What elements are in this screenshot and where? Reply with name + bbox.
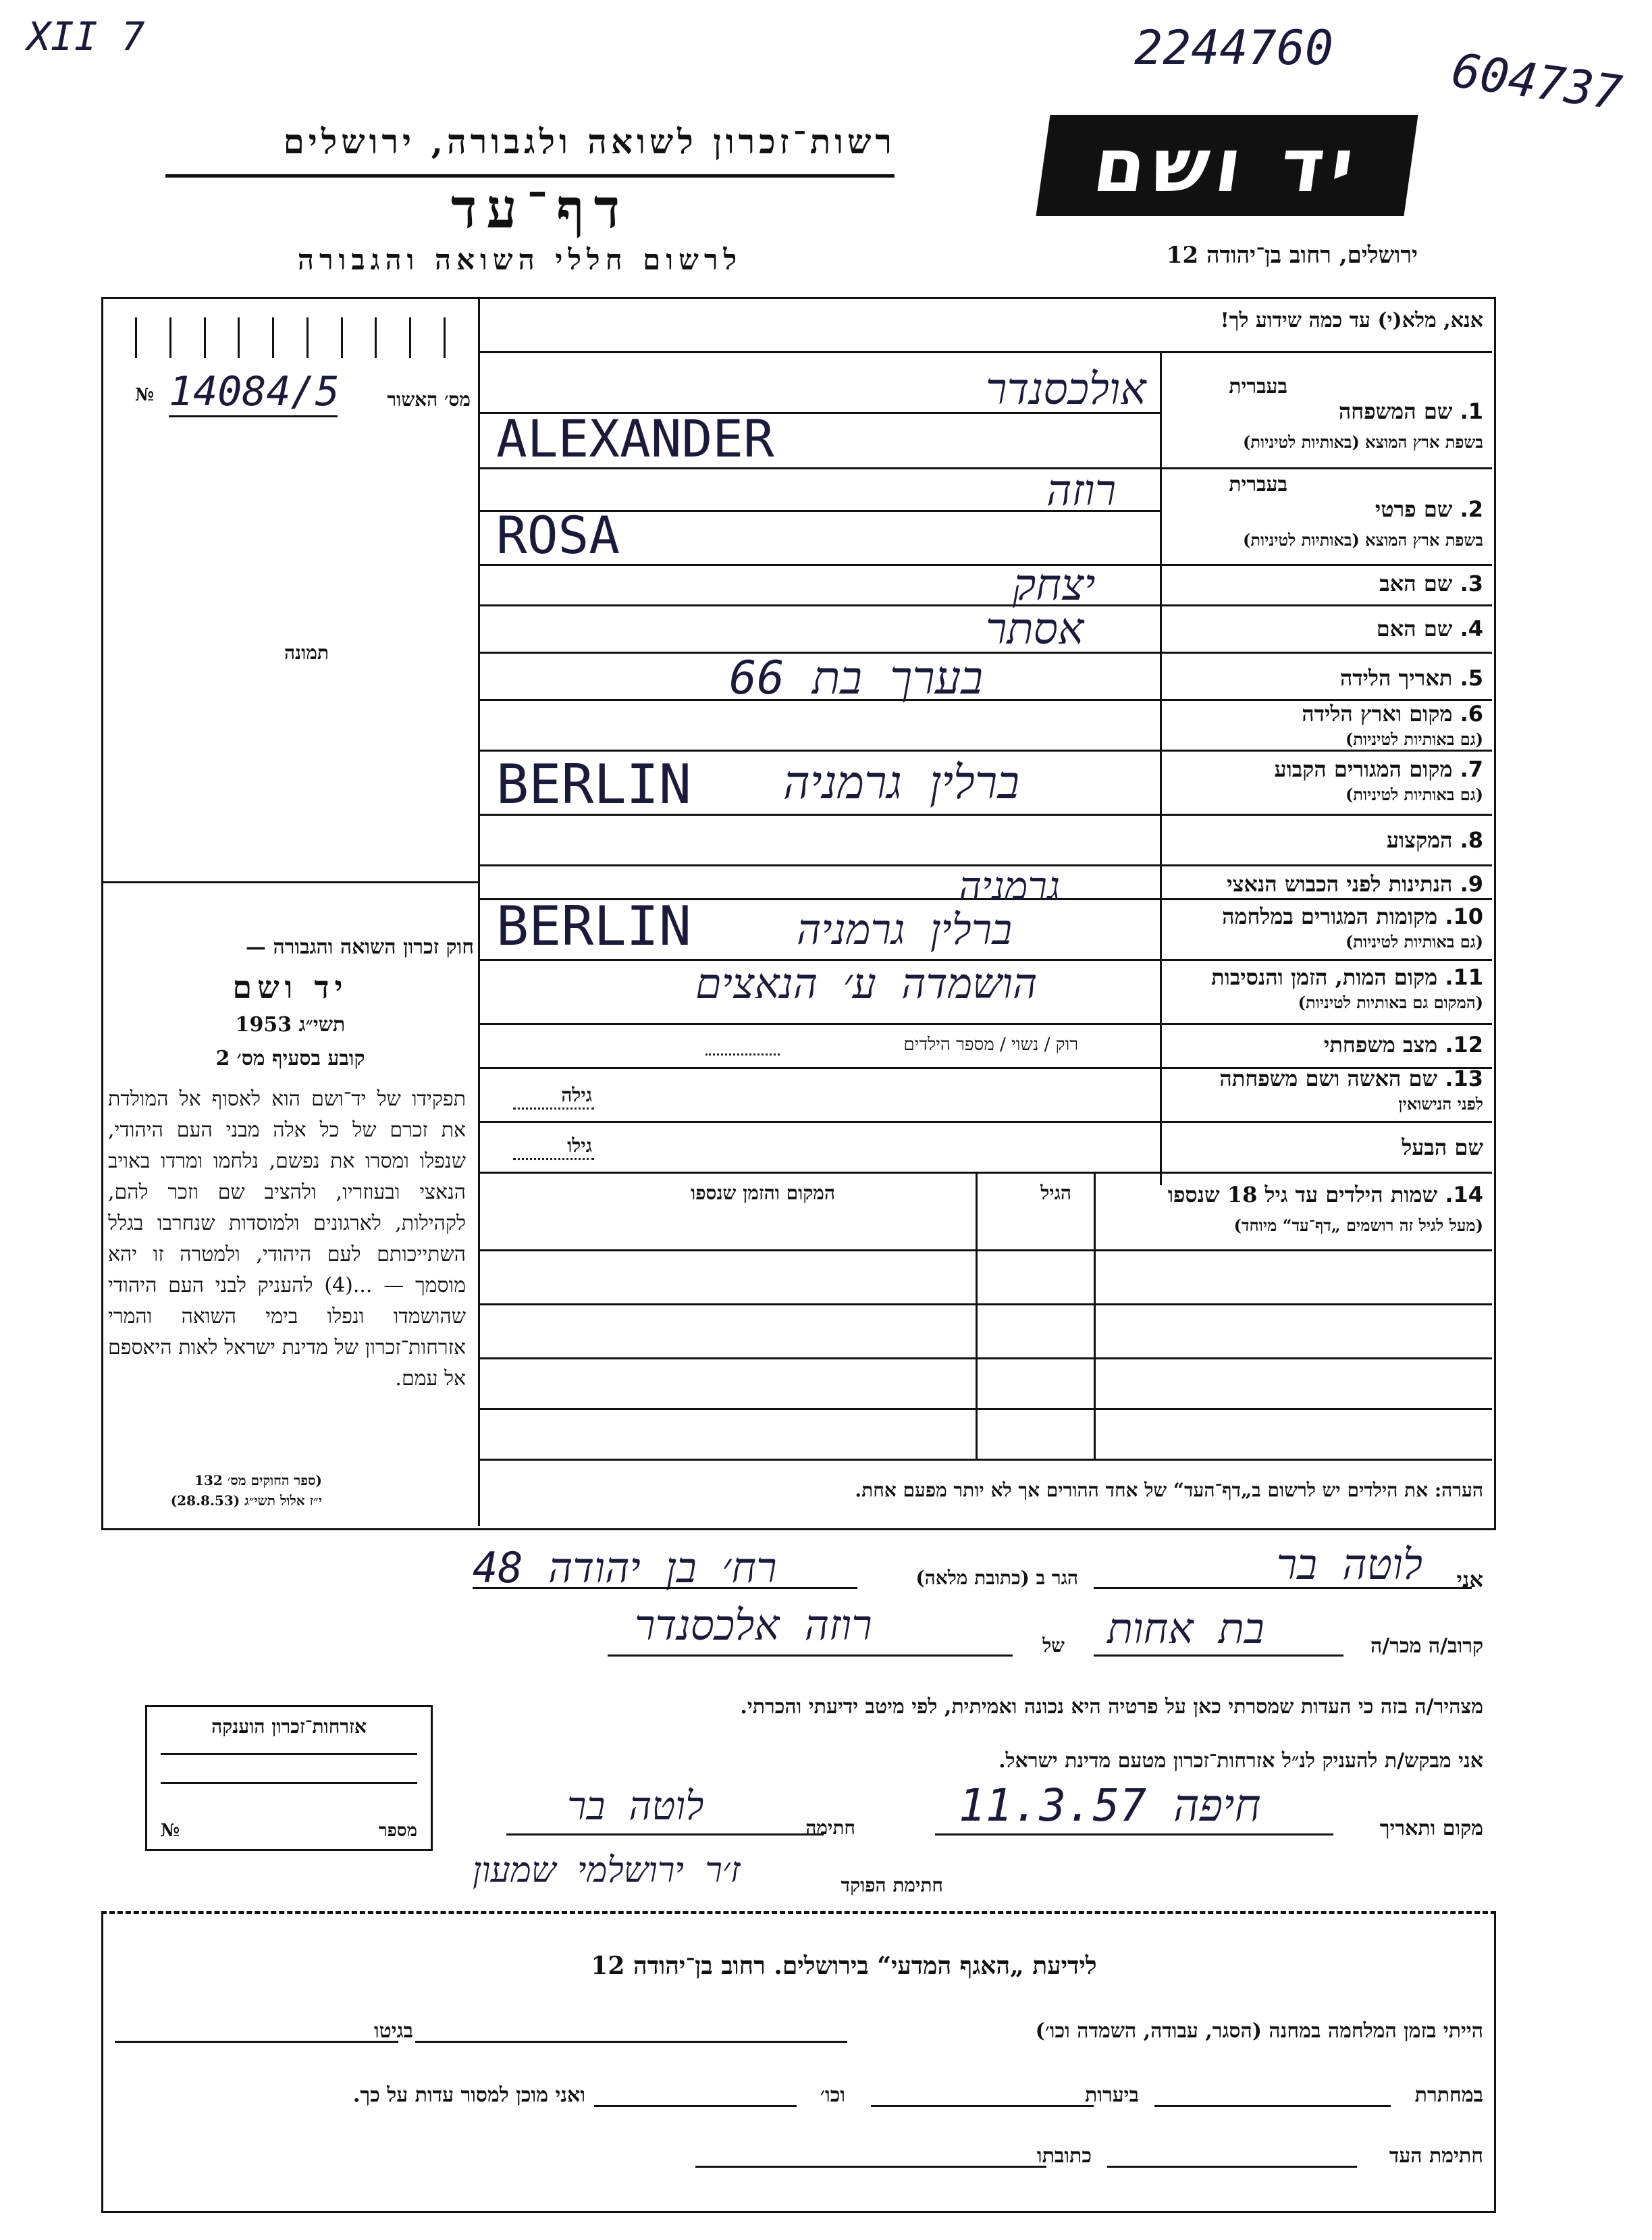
field-4-label-text: שם האם [1376, 616, 1453, 642]
law-clause: קובע בסעיף מס׳ 2 [215, 1047, 365, 1070]
instruction-divider [478, 351, 1492, 353]
children-title-text: שמות הילדים עד גיל 18 שנספו [1167, 1182, 1438, 1207]
field-11-label [1211, 964, 1483, 990]
field-12-label [1324, 1032, 1483, 1058]
header-address: ירושלים, רחוב בן־יהודה 12 [1166, 242, 1418, 269]
field-2-hebrew-value: רוזה [1046, 466, 1117, 516]
relation-label: קרוב/ה מכר/ה [1370, 1634, 1483, 1658]
record-number: 604737 [1448, 42, 1626, 122]
field-1-latin-value: ALEXANDER [496, 409, 774, 469]
approval-prefix: № [135, 385, 155, 405]
field-13-sub: לפני הנישואין [1398, 1094, 1483, 1114]
field-5-value: בערך בת 66 [729, 652, 984, 705]
field-1-number: 1. [1460, 398, 1483, 424]
field-2-label [1375, 496, 1483, 522]
bottom-line1-a: הייתי בזמן המלחמה במחנה (הסגר, עבודה, השמדה וכו׳) [1035, 2019, 1483, 2043]
field-7-latin-value: BERLIN [496, 753, 691, 816]
form-subtitle: לרשום חללי השואה והגבורה [297, 243, 743, 276]
place-date-value: חיפה 11.3.57 [959, 1779, 1261, 1831]
field-2-number: 2. [1460, 496, 1483, 522]
field-1-label-text: שם המשפחה [1338, 398, 1453, 424]
children-remark: הערה: את הילדים יש לרשום ב„דף־העד“ של אחד ההורים אך לא יותר מפעם אחת. [855, 1479, 1483, 1501]
archive-number: 2244760 [1134, 20, 1334, 76]
photo-area-divider [101, 881, 478, 883]
field-11-value: הושמדה ע׳ הנאצים [695, 959, 1038, 1008]
field-2-label-text: שם פרטי [1375, 496, 1453, 522]
logo-text: יד ושם [1088, 122, 1366, 209]
field-2-hebrew-tag: בעברית [1229, 473, 1287, 496]
declaration-text: מצהיר/ה בזה כי העדות שמסרתי כאן על פרטיה היא נכונה ואמיתית, לפי מיטב ידיעתי והכרתי. [740, 1695, 1483, 1719]
photo-slot-ticks [135, 317, 446, 358]
field-8-number: 8. [1460, 827, 1483, 853]
field-10-hebrew-value: ברלין גרמניה [797, 905, 1013, 954]
field-7-label [1274, 756, 1483, 782]
left-column-border [478, 297, 480, 1526]
declarant-address: רח׳ בן יהודה 48 [473, 1543, 777, 1592]
field-2-sub: בשפת ארץ המוצא (באותיות לטיניות) [1243, 530, 1483, 550]
field-7-label-text: מקום המגורים הקבוע [1274, 756, 1453, 782]
field-11-sub: (המקום גם באותיות לטיניות) [1298, 993, 1483, 1012]
bottom-title: לידיעת „האגף המדעי“ בירושלים. רחוב בן־יהודה 12 [591, 1952, 1097, 1980]
relation-of-label: של [1042, 1634, 1065, 1657]
field-4-label [1377, 616, 1483, 642]
law-year: תשי״ג 1953 [235, 1013, 346, 1037]
law-name: יד ושם [232, 969, 348, 1006]
declarant-name: לוטה בר [1276, 1540, 1422, 1589]
field-6-number: 6. [1460, 701, 1483, 727]
children-number: 14. [1445, 1182, 1483, 1207]
citizenship-box-title: אזרחות־זכרון הוענקה [211, 1715, 367, 1738]
field-5-number: 5. [1460, 665, 1483, 691]
field-2-latin-value: ROSA [496, 505, 620, 565]
corner-note: XII 7 [27, 14, 145, 59]
children-age-header: הגיל [1040, 1182, 1071, 1204]
field-9-label-text: הנתינות לפני הכבוש הנאצי [1227, 871, 1453, 897]
field-12-options: רוק / נשוי / מספר הילדים [903, 1035, 1078, 1055]
signature-value: לוטה בר [567, 1783, 704, 1829]
relative-name: רוזה אלכסנדר [635, 1600, 872, 1650]
declarant-i-label: אני [1456, 1567, 1483, 1592]
clerk-signature-value: ז׳ר ירושלמי שמעון [473, 1850, 741, 1891]
field-9-number: 9. [1460, 871, 1483, 897]
field-10-number: 10. [1445, 904, 1483, 929]
field-1-label [1339, 398, 1483, 424]
field-6-sub: (גם באותיות לטיניות) [1345, 729, 1483, 749]
field-11-label-text: מקום המות, הזמן והנסיבות [1211, 964, 1438, 990]
field-10-label-text: מקומות המגורים במלחמה [1222, 904, 1438, 929]
field-3-label [1379, 571, 1483, 596]
org-name: רשות־זכרון לשואה ולגבורה, ירושלים [283, 122, 896, 161]
field-3-value: יצחק [1013, 561, 1096, 610]
signature-label: חתימה [805, 1817, 855, 1839]
bottom-line2-b: ביערות [1084, 2083, 1139, 2107]
field-13-label [1219, 1066, 1483, 1091]
form-title: דף־עד [450, 177, 630, 240]
bottom-line2-d: ואני מוכן למסור עדות על כך. [352, 2083, 585, 2107]
field-8-label-text: המקצוע [1386, 827, 1453, 853]
citizenship-number-prefix: № [161, 1821, 180, 1841]
yad-vashem-logo [1036, 115, 1418, 216]
instruction: אנא, מלא(י) עד כמה שידוע לך! [1220, 309, 1483, 332]
place-date-label: מקום ותאריך [1379, 1817, 1483, 1840]
field-6-label [1302, 701, 1483, 727]
photo-label: תמונה [284, 642, 329, 664]
field-7-sub: (גם באותיות לטיניות) [1345, 785, 1483, 804]
field-12-number: 12. [1445, 1032, 1483, 1058]
citizenship-number-label: מספר [378, 1821, 417, 1841]
bottom-line2-a: במחתרת [1414, 2083, 1483, 2107]
law-reference-2: י״ז אלול תשי״ג (28.8.53) [170, 1492, 322, 1509]
law-text: תפקידו של יד־ושם הוא לאסוף אל המולדת את זכרם של כל אלה מבני העם היהודי, שנפלו ומסרו את נפשם, נלחמו ומרדו באויב הנאצי ובעוזריו, ולהציב שם וזכר להם, לקהילות, לארגונים ולמוסדות שנחרבו בגלל השתייכותם לעם היהודי, ולמטרה זו יהא מוסמך — ...(4) להעניק לבני העם היהודי שהושמדו ונפלו בימי השואה והמרי אזרחות־זכרון של מדינת ישראל לאות היאספם אל עמם. [108, 1087, 466, 1390]
field-1-hebrew-tag: בעברית [1229, 375, 1287, 398]
bottom-line1-b: בגיטו [373, 2019, 413, 2043]
field-10-label [1222, 904, 1483, 929]
bottom-line2-c: וכו׳ [820, 2083, 845, 2107]
law-reference-1: (ספר החוקים מס׳ 132 [194, 1472, 322, 1488]
field-4-value: אסתר [986, 604, 1084, 654]
field-5-label-text: תאריך הלידה [1339, 665, 1453, 691]
bottom-line3-b: כתובתו [1036, 2144, 1092, 2168]
approval-number: 14084/5 [169, 368, 338, 417]
field-11-number: 11. [1445, 964, 1483, 990]
husband-age-label: גילו [567, 1135, 592, 1157]
field-1-sub: בשפת ארץ המוצא (באותיות לטיניות) [1243, 432, 1483, 452]
field-7-number: 7. [1460, 756, 1483, 782]
field-13-label-text: שם האשה ושם משפחתה [1219, 1066, 1438, 1091]
children-title [1168, 1182, 1483, 1207]
field-1-hebrew-value: אולכסנדר [986, 365, 1146, 415]
children-place-header: המקום והזמן שנספו [691, 1182, 835, 1204]
citizenship-box [145, 1705, 433, 1851]
law-title: חוק זכרון השואה והגבורה — [246, 935, 474, 959]
request-text: אני מבקש/ת להעניק לנ״ל אזרחות־זכרון מטעם מדינת ישראל. [998, 1749, 1483, 1773]
bottom-line3-a: חתימת העד [1389, 2144, 1483, 2168]
label-column-border [1160, 351, 1162, 1185]
field-10-latin-value: BERLIN [496, 895, 691, 958]
field-9-value: גרמניה [959, 863, 1061, 909]
relation-value: בת אחות [1107, 1604, 1264, 1653]
field-3-label-text: שם האב [1379, 571, 1453, 596]
field-6-label-text: מקום וארץ הלידה [1302, 701, 1453, 727]
approval-label: מס׳ האשור [387, 388, 471, 411]
field-13-number: 13. [1445, 1066, 1483, 1091]
wife-age-label: גילה [561, 1084, 592, 1106]
field-4-number: 4. [1460, 616, 1483, 642]
husband-name-label: שם הבעל [1402, 1135, 1483, 1160]
field-10-sub: (גם באותיות לטיניות) [1345, 932, 1483, 952]
field-7-hebrew-value: ברלין גרמניה [783, 756, 1020, 810]
field-12-label-text: מצב משפחתי [1324, 1032, 1438, 1058]
field-3-number: 3. [1460, 571, 1483, 596]
field-9-label [1227, 871, 1483, 897]
declarant-resides-label: הגר ב (כתובת מלאה) [915, 1567, 1078, 1589]
children-note: (מעל לגיל זה רושמים „דף־עד“ מיוחד) [1233, 1216, 1483, 1235]
field-5-label [1340, 665, 1483, 691]
field-8-label [1387, 827, 1483, 853]
clerk-signature-label: חתימת הפוקד [841, 1874, 943, 1896]
